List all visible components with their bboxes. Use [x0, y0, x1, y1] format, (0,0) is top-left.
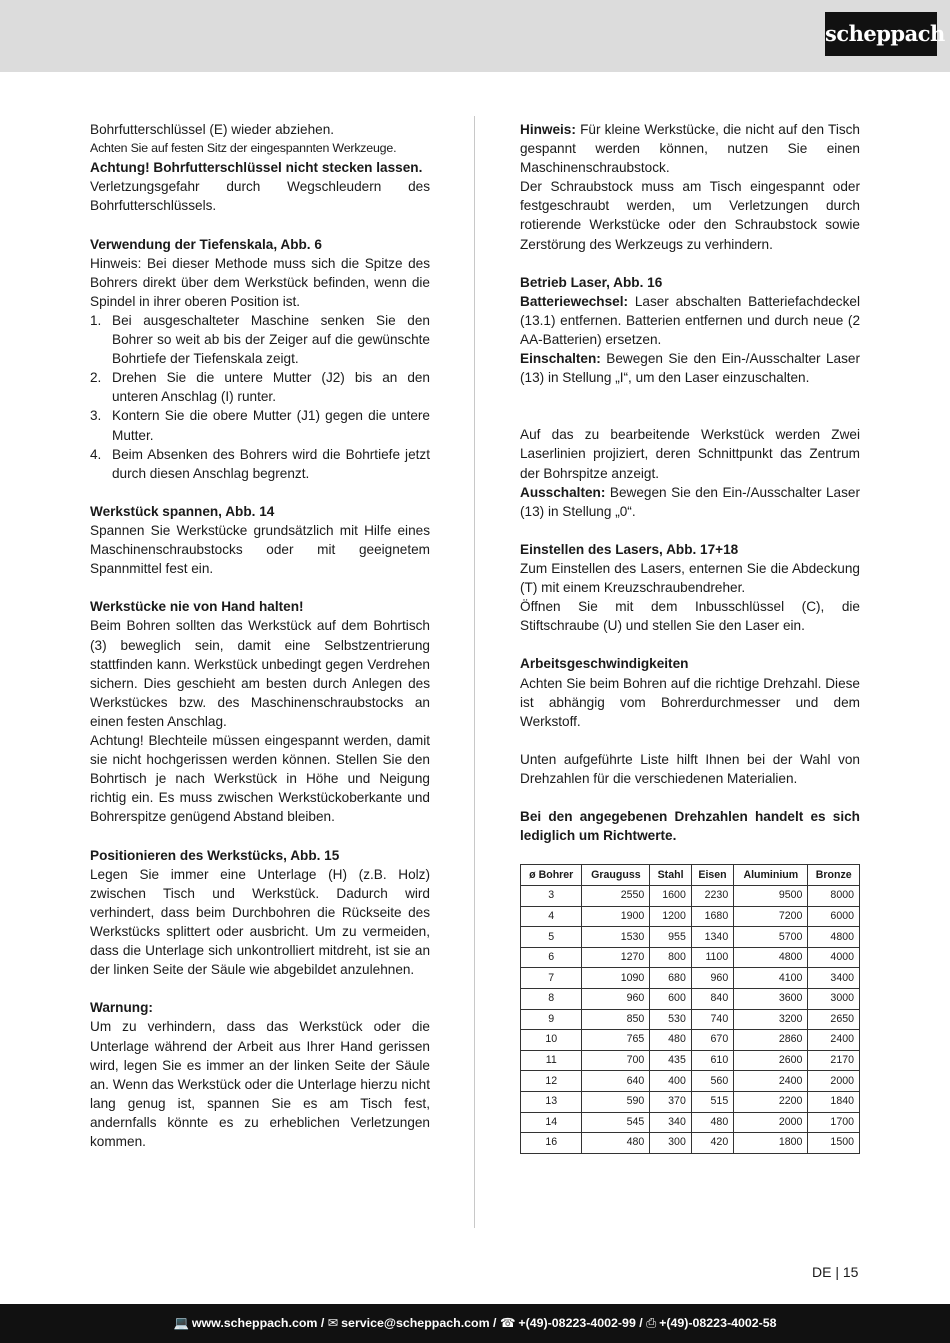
table-cell: 3 [521, 886, 582, 907]
paragraph: Auf das zu bearbeitende Werkstück werden Zwei Laserlinien projiziert, deren Schnittpunkt das Zentrum der Bohrspitze anzeigt. [520, 427, 860, 481]
section-heading: Betrieb Laser, Abb. 16 [520, 274, 663, 290]
table-cell: 515 [691, 1092, 733, 1113]
table-cell: 6 [521, 947, 582, 968]
paragraph: Hinweis: Für kleine Werkstücke, die nicht auf den Tisch gespannt werden können, nutzen Sie einen Maschinenschraubstock. [520, 122, 860, 176]
table-cell: 1840 [808, 1092, 860, 1113]
table-cell: 1900 [582, 906, 650, 927]
paragraph: Bohrfutterschlüssel (E) wieder abziehen. [90, 122, 335, 137]
table-cell: 960 [582, 989, 650, 1010]
table-row [521, 1112, 860, 1133]
table-row [521, 1133, 860, 1154]
steps-list [90, 311, 430, 483]
table-cell: 600 [650, 989, 692, 1010]
table-cell: 3200 [734, 1009, 808, 1030]
table-cell: 560 [691, 1071, 733, 1092]
table-cell: 840 [691, 989, 733, 1010]
table-cell: 2860 [734, 1030, 808, 1051]
speed-table [520, 864, 860, 1153]
table-cell: 740 [691, 1009, 733, 1030]
phone-icon: ☎ [499, 1316, 516, 1330]
table-cell: 11 [521, 1050, 582, 1071]
table-row [521, 1071, 860, 1092]
table-cell: 2400 [734, 1071, 808, 1092]
paragraph: Batteriewechsel: Laser abschalten Batteriefachdeckel (13.1) entfernen. Batterien entfernen und durch neue (2 AA-Batterien) ersetzen. [520, 293, 860, 348]
page-header [0, 0, 950, 72]
table-cell: 480 [691, 1112, 733, 1133]
mail-icon: ✉ [327, 1316, 339, 1330]
table-cell: 1500 [808, 1133, 860, 1154]
table-cell: 2200 [734, 1092, 808, 1113]
table-cell: 4 [521, 906, 582, 927]
table-row [521, 927, 860, 948]
section-heading: Arbeitsgeschwindigkeiten [520, 656, 689, 672]
table-cell: 5700 [734, 927, 808, 948]
table-cell: 610 [691, 1050, 733, 1071]
table-cell: 7 [521, 968, 582, 989]
page-number: DE | 15 [812, 1264, 859, 1280]
table-cell: 13 [521, 1092, 582, 1113]
section-heading: Werkstück spannen, Abb. 14 [90, 503, 275, 519]
table-cell: 9500 [734, 886, 808, 907]
table-cell: 400 [650, 1071, 692, 1092]
paragraph: Einschalten: Bewegen Sie den Ein-/Ausschalter Laser (13) in Stellung „I“, um den Laser einzuschalten. [520, 351, 860, 386]
table-cell: 1530 [582, 927, 650, 948]
table-cell: 1680 [691, 906, 733, 927]
paragraph: Hinweis: Bei dieser Methode muss sich die Spitze des Bohrers direkt über dem Werkstück befinden, wenn die Spindel in ihrer oberen Position ist. [90, 255, 430, 309]
table-row [521, 1009, 860, 1030]
table-row [521, 1092, 860, 1113]
paragraph: Achten Sie beim Bohren auf die richtige Drehzahl. Diese ist abhängig vom Bohrerdurchmesser und dem Werkstoff. [520, 675, 860, 729]
phone-number: +(49)-08223-4002-99 / [518, 1316, 643, 1330]
table-cell: 1200 [650, 906, 692, 927]
table-cell: 2650 [808, 1009, 860, 1030]
table-cell: 700 [582, 1050, 650, 1071]
table-cell: 2400 [808, 1030, 860, 1051]
table-cell: 2170 [808, 1050, 860, 1071]
table-cell: 4100 [734, 968, 808, 989]
table-cell: 2230 [691, 886, 733, 907]
page-footer [0, 1304, 950, 1343]
table-cell: 545 [582, 1112, 650, 1133]
table-cell: 680 [650, 968, 692, 989]
table-row [521, 968, 860, 989]
table-row [521, 947, 860, 968]
column-header: Stahl [650, 865, 692, 886]
table-cell: 4800 [808, 927, 860, 948]
table-cell: 955 [650, 927, 692, 948]
paragraph: Legen Sie immer eine Unterlage (H) (z.B. Holz) zwischen Tisch und Werkstück. Dadurch wird verhindert, dass beim Durchbohren die Rückseite des Werkstücks splittert oder ausbricht. Um zu vermeiden, dass die Unterlage sich unkontrolliert mitdreht, ist sie an der linken Seite der Säule wie abgebildet anzulehnen. [90, 866, 430, 978]
table-row [521, 1050, 860, 1071]
table-row [521, 1030, 860, 1051]
table-cell: 800 [650, 947, 692, 968]
table-header-row [521, 865, 860, 886]
table-cell: 1100 [691, 947, 733, 968]
right-column [520, 120, 860, 1154]
list-item: 4. Beim Absenken des Bohrers wird die Bohrtiefe jetzt durch diesen Anschlag begrenzt. [90, 446, 430, 481]
table-cell: 2000 [734, 1112, 808, 1133]
column-header: ø Bohrer [521, 865, 582, 886]
paragraph: Öffnen Sie mit dem Inbusschlüssel (C), die Stiftschraube (U) und stellen Sie den Laser ein. [520, 599, 860, 634]
table-cell: 1600 [650, 886, 692, 907]
section-heading: Einstellen des Lasers, Abb. 17+18 [520, 541, 739, 557]
table-cell: 420 [691, 1133, 733, 1154]
table-cell: 435 [650, 1050, 692, 1071]
table-cell: 7200 [734, 906, 808, 927]
table-cell: 370 [650, 1092, 692, 1113]
table-row [521, 886, 860, 907]
brand-logo: scheppach [825, 12, 937, 56]
table-cell: 590 [582, 1092, 650, 1113]
table-cell: 10 [521, 1030, 582, 1051]
paragraph: Achtung! Blechteile müssen eingespannt werden, damit sie nicht hochgerissen werden können. Stellen Sie den Bohrtisch je nach Werkstück in Höhe und Neigung richtig ein. Es muss zwischen Werkstückoberkante und Bohrerspitze genügend Abstand bleiben. [90, 733, 430, 825]
table-cell: 1340 [691, 927, 733, 948]
column-header: Aluminium [734, 865, 808, 886]
table-cell: 8000 [808, 886, 860, 907]
table-cell: 1270 [582, 947, 650, 968]
paragraph: Unten aufgeführte Liste hilft Ihnen bei der Wahl von Drehzahlen für die verschiedenen Materialien. [520, 751, 860, 786]
table-cell: 640 [582, 1071, 650, 1092]
column-divider [474, 116, 475, 1228]
table-cell: 8 [521, 989, 582, 1010]
email-link[interactable]: service@scheppach.com / [341, 1316, 497, 1330]
section-heading: Positionieren des Werkstücks, Abb. 15 [90, 847, 340, 863]
table-cell: 340 [650, 1112, 692, 1133]
section-heading: Warnung: [90, 1000, 153, 1016]
paragraph: Ausschalten: Bewegen Sie den Ein-/Ausschalter Laser (13) in Stellung „0“. [520, 484, 860, 519]
note-bold: Bei den angegebenen Drehzahlen handelt es sich lediglich um Richtwerte. [520, 809, 860, 844]
table-cell: 9 [521, 1009, 582, 1030]
paragraph: Beim Bohren sollten das Werkstück auf dem Bohrtisch (3) beweglich sein, damit eine Selbstzentrierung stattfinden kann. Werkstück unbedingt gegen Verdrehen sichern. Dies geschieht am besten durch Anlegen des Werkstückes bzw. des Maschinenschraubstocks an einen festen Anschlag. [90, 618, 430, 729]
table-cell: 480 [650, 1030, 692, 1051]
paragraph: Spannen Sie Werkstücke grundsätzlich mit Hilfe eines Maschinenschraubstocks oder mit geeignetem Spannmittel fest ein. [90, 522, 430, 577]
table-cell: 3400 [808, 968, 860, 989]
table-cell: 16 [521, 1133, 582, 1154]
paragraph: Der Schraubstock muss am Tisch eingespannt oder festgeschraubt werden, um Verletzungen durch rotierende Werkstücke oder den Schraubstock sowie Zerstörung des Werkzeugs zu verhindern. [520, 179, 860, 252]
table-cell: 4800 [734, 947, 808, 968]
paragraph: Um zu verhindern, dass das Werkstück oder die Unterlage während der Arbeit aus Ihrer Hand gerissen wird, legen Sie es immer an der linken Seite der Säule an. Wenn das Werkstück oder die Unterlage hierzu nicht lang genug ist, spannen Sie es am Tisch fest, andernfalls könnte es zu erheblichen Verletzungen kommen. [90, 1019, 430, 1149]
table-cell: 2550 [582, 886, 650, 907]
table-cell: 3600 [734, 989, 808, 1010]
table-cell: 1800 [734, 1133, 808, 1154]
table-cell: 1090 [582, 968, 650, 989]
table-cell: 300 [650, 1133, 692, 1154]
paragraph: Verletzungsgefahr durch Wegschleudern des Bohrfutterschlüssels. [90, 179, 430, 214]
table-cell: 3000 [808, 989, 860, 1010]
fax-icon: ⎙ [646, 1316, 657, 1330]
paragraph: Achten Sie auf festen Sitz der eingespannten Werkzeuge. [90, 141, 397, 156]
table-cell: 14 [521, 1112, 582, 1133]
computer-icon: 💻 [173, 1316, 189, 1330]
website-link[interactable]: www.scheppach.com / [191, 1316, 325, 1330]
left-column [90, 120, 430, 1151]
table-cell: 4000 [808, 947, 860, 968]
table-cell: 765 [582, 1030, 650, 1051]
list-item: 2. Drehen Sie die untere Mutter (J2) bis an den unteren Anschlag (I) runter. [90, 370, 430, 405]
warning-text: Achtung! Bohrfutterschlüssel nicht stecken lassen. [90, 160, 423, 176]
fax-number: +(49)-08223-4002-58 [659, 1316, 777, 1330]
column-header: Eisen [691, 865, 733, 886]
table-row [521, 989, 860, 1010]
table-cell: 530 [650, 1009, 692, 1030]
table-row [521, 906, 860, 927]
column-header: Bronze [808, 865, 860, 886]
table-cell: 6000 [808, 906, 860, 927]
list-item: 1. Bei ausgeschalteter Maschine senken Sie den Bohrer so weit ab bis der Zeiger auf die gewünschte Bohrtiefe der Tiefenskala zeigt. [90, 312, 430, 367]
table-cell: 5 [521, 927, 582, 948]
table-cell: 1700 [808, 1112, 860, 1133]
section-heading: Werkstücke nie von Hand halten! [90, 599, 304, 615]
column-header: Grauguss [582, 865, 650, 886]
table-cell: 480 [582, 1133, 650, 1154]
paragraph: Zum Einstellen des Lasers, enternen Sie die Abdeckung (T) mit einem Kreuzschraubendreher. [520, 560, 860, 596]
table-cell: 960 [691, 968, 733, 989]
table-cell: 850 [582, 1009, 650, 1030]
table-cell: 670 [691, 1030, 733, 1051]
list-item: 3. Kontern Sie die obere Mutter (J1) gegen die untere Mutter. [90, 408, 430, 443]
table-cell: 2000 [808, 1071, 860, 1092]
table-cell: 2600 [734, 1050, 808, 1071]
table-cell: 12 [521, 1071, 582, 1092]
section-heading: Verwendung der Tiefenskala, Abb. 6 [90, 236, 322, 252]
